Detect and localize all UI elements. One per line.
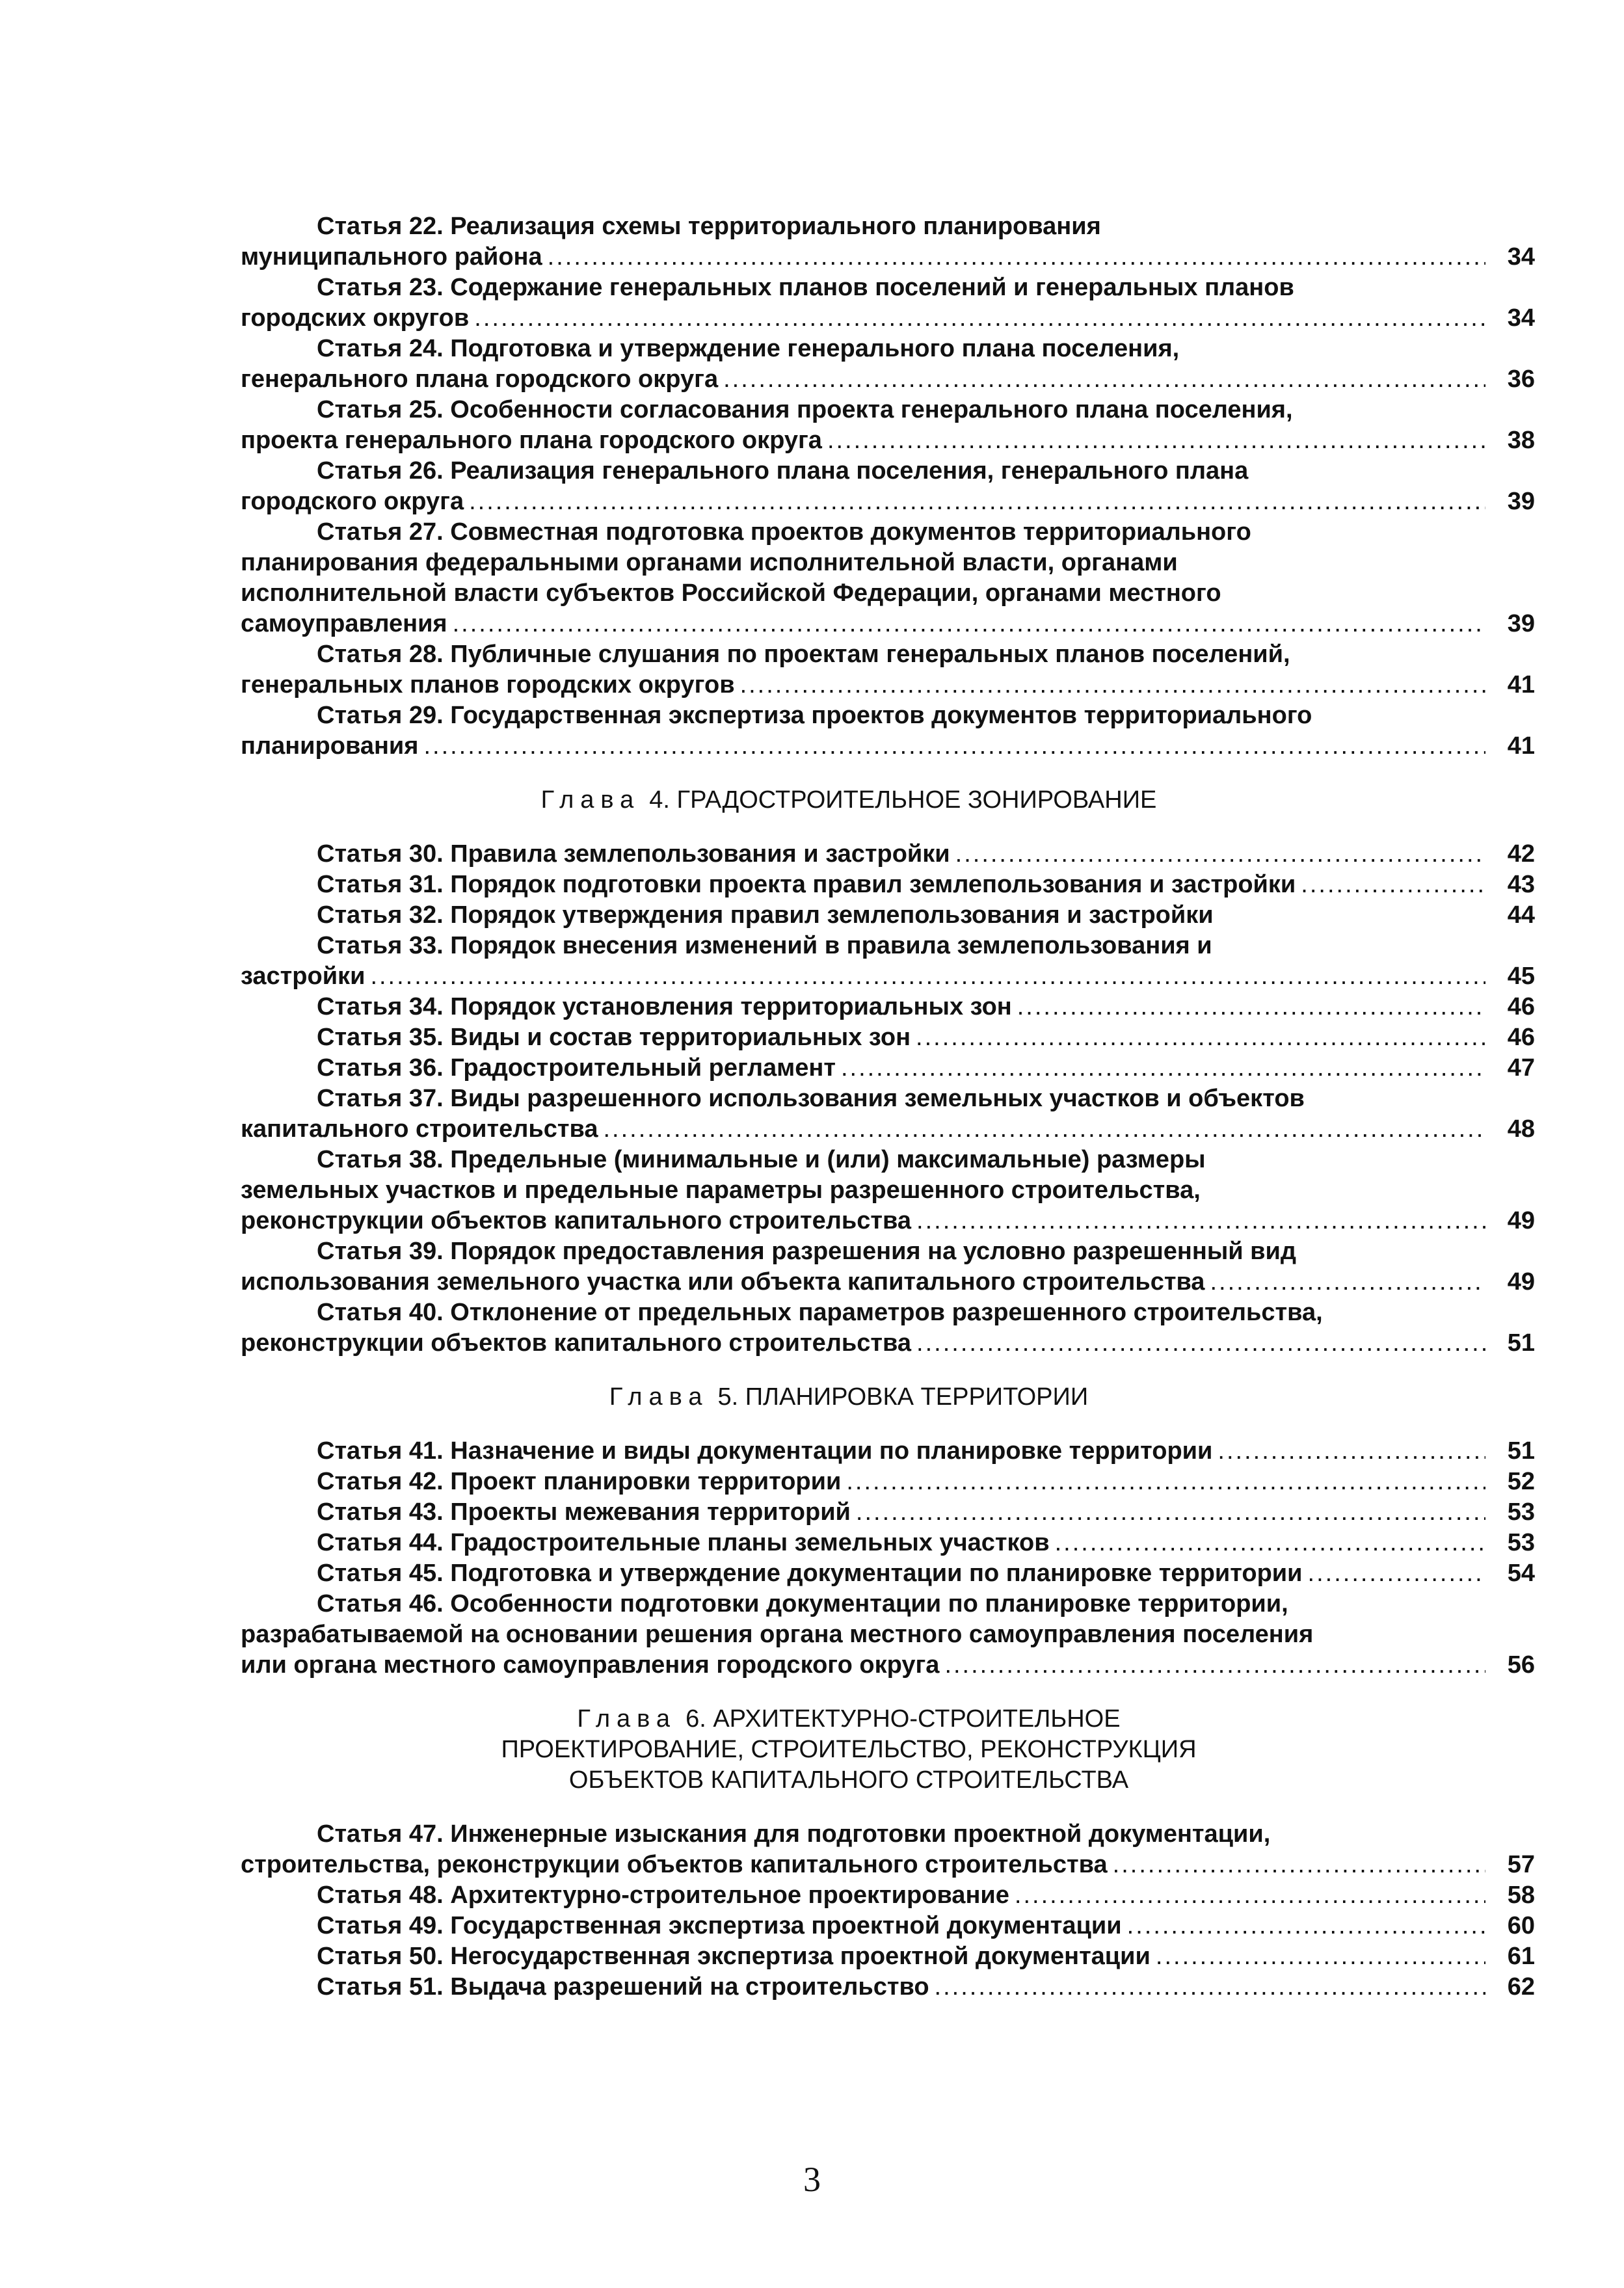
toc-entry-text: Статья 36. Градостроительный регламент xyxy=(317,1054,836,1082)
dot-leader xyxy=(1015,1880,1485,1911)
toc-page-number: 53 xyxy=(1507,1529,1535,1556)
toc-group-chapter-3 xyxy=(241,211,1535,762)
dot-leader xyxy=(603,1114,1485,1145)
dot-leader xyxy=(1055,1528,1485,1558)
toc-page-number: 42 xyxy=(1507,840,1535,868)
toc-entry xyxy=(241,931,1535,992)
dot-leader xyxy=(423,731,1485,762)
toc-line xyxy=(241,578,1535,609)
toc-page-number: 57 xyxy=(1507,1851,1535,1878)
toc-line xyxy=(241,1114,1535,1145)
toc-entry-text: Статья 42. Проект планировки территории xyxy=(317,1468,842,1495)
toc-page-number: 34 xyxy=(1507,304,1535,332)
toc-page-number: 38 xyxy=(1507,427,1535,454)
chapter-4-heading xyxy=(241,785,1535,816)
toc-entry xyxy=(241,1467,1535,1497)
toc-line xyxy=(241,517,1535,548)
toc-entry-text: исполнительной власти субъектов Российской Федерации, органами местного xyxy=(241,579,1221,607)
toc-line xyxy=(241,242,1535,273)
dot-leader xyxy=(740,670,1485,700)
toc-line xyxy=(241,961,1535,992)
toc-entry-text: Статья 47. Инженерные изыскания для подготовки проектной документации, xyxy=(317,1820,1271,1848)
dot-leader xyxy=(916,1022,1485,1053)
toc-entry-text: самоуправления xyxy=(241,610,447,637)
toc-entry xyxy=(241,700,1535,762)
toc-line xyxy=(241,1175,1535,1206)
toc-line xyxy=(241,1558,1535,1589)
chapter-label: Глава xyxy=(540,786,641,814)
toc-entry-text: городских округов xyxy=(241,304,470,332)
toc-entry xyxy=(241,1558,1535,1589)
toc-line xyxy=(241,1022,1535,1053)
toc-entry-text: капитального строительства xyxy=(241,1115,598,1143)
toc-page-number: 39 xyxy=(1507,488,1535,515)
dot-leader xyxy=(1210,1267,1485,1297)
toc-line xyxy=(241,303,1535,334)
toc-group-chapter-6 xyxy=(241,1819,1535,2002)
toc-line xyxy=(241,1206,1535,1236)
toc-entry xyxy=(241,517,1535,639)
toc-entry-text: Статья 37. Виды разрешенного использования земельных участков и объектов xyxy=(317,1085,1305,1112)
toc-line xyxy=(241,900,1535,931)
toc-line xyxy=(241,1880,1535,1911)
toc-line xyxy=(241,1941,1535,1972)
toc-entry-text: разрабатываемой на основании решения органа местного самоуправления поселения xyxy=(241,1621,1314,1648)
toc-entry-text: или органа местного самоуправления городского округа xyxy=(241,1651,940,1679)
toc-entry xyxy=(241,1589,1535,1681)
toc-page-number: 49 xyxy=(1507,1268,1535,1296)
toc-page-number: 46 xyxy=(1507,993,1535,1020)
toc-entry xyxy=(241,1436,1535,1467)
table-of-contents xyxy=(241,211,1535,2002)
toc-page-number: 47 xyxy=(1507,1054,1535,1082)
toc-group-chapter-5 xyxy=(241,1436,1535,1681)
toc-group-chapter-4 xyxy=(241,839,1535,1359)
toc-entry xyxy=(241,395,1535,456)
toc-entry-text: Статья 27. Совместная подготовка проектов документов территориального xyxy=(317,518,1251,546)
toc-line xyxy=(241,1972,1535,2002)
dot-leader xyxy=(944,1650,1485,1681)
toc-line xyxy=(241,334,1535,364)
toc-page-number: 61 xyxy=(1507,1943,1535,1970)
toc-line xyxy=(241,1850,1535,1880)
toc-line xyxy=(241,1467,1535,1497)
toc-entry xyxy=(241,1528,1535,1558)
toc-page-number: 41 xyxy=(1507,671,1535,698)
toc-entry-text: Статья 31. Порядок подготовки проекта правил землепользования и застройки xyxy=(317,871,1296,898)
toc-page-number: 36 xyxy=(1507,366,1535,393)
toc-line xyxy=(241,1297,1535,1328)
toc-line xyxy=(241,456,1535,486)
dot-leader xyxy=(827,425,1485,456)
toc-entry-text: Статья 43. Проекты межевания территорий xyxy=(317,1498,851,1526)
toc-line xyxy=(241,1328,1535,1359)
toc-line xyxy=(241,1911,1535,1941)
toc-entry-text: реконструкции объектов капитального строительства xyxy=(241,1207,912,1234)
toc-line xyxy=(241,1267,1535,1297)
toc-entry-text: Статья 39. Порядок предоставления разрешения на условно разрешенный вид xyxy=(317,1238,1297,1265)
toc-entry-text: Статья 46. Особенности подготовки документации по планировке территории, xyxy=(317,1590,1288,1617)
dot-leader xyxy=(856,1497,1485,1528)
chapter-title-line: 4. ГРАДОСТРОИТЕЛЬНОЕ ЗОНИРОВАНИЕ xyxy=(649,786,1157,814)
toc-line xyxy=(241,1436,1535,1467)
toc-entry-text: Статья 49. Государственная экспертиза проектной документации xyxy=(317,1912,1122,1939)
toc-entry-text: Статья 34. Порядок установления территориальных зон xyxy=(317,993,1012,1020)
page-number: 3 xyxy=(803,2160,821,2199)
toc-line xyxy=(241,1497,1535,1528)
toc-line xyxy=(241,211,1535,242)
dot-leader xyxy=(916,1328,1485,1359)
dot-leader xyxy=(841,1053,1485,1084)
toc-page-number: 56 xyxy=(1507,1651,1535,1679)
toc-line xyxy=(241,395,1535,425)
toc-entry xyxy=(241,1145,1535,1236)
chapter-6-heading xyxy=(241,1704,1535,1796)
toc-page-number: 49 xyxy=(1507,1207,1535,1234)
toc-page-number: 43 xyxy=(1507,871,1535,898)
toc-line xyxy=(241,700,1535,731)
toc-entry xyxy=(241,1972,1535,2002)
dot-leader xyxy=(916,1206,1485,1236)
toc-entry-text: Статья 29. Государственная экспертиза проектов документов территориального xyxy=(317,702,1312,729)
toc-entry xyxy=(241,1941,1535,1972)
toc-line xyxy=(241,1084,1535,1114)
toc-page-number: 54 xyxy=(1507,1560,1535,1587)
toc-line xyxy=(241,609,1535,639)
toc-line xyxy=(241,1145,1535,1175)
toc-entry-text: проекта генерального плана городского округа xyxy=(241,427,822,454)
toc-entry-text: Статья 23. Содержание генеральных планов поселений и генеральных планов xyxy=(317,274,1294,301)
toc-line xyxy=(241,1528,1535,1558)
toc-line xyxy=(241,992,1535,1022)
toc-page-number: 51 xyxy=(1507,1329,1535,1357)
dot-leader xyxy=(1218,1436,1485,1467)
toc-entry-text: Статья 45. Подготовка и утверждение документации по планировке территории xyxy=(317,1560,1303,1587)
toc-entry-text: муниципального района xyxy=(241,243,542,271)
dot-leader xyxy=(1301,870,1485,900)
toc-entry-text: Статья 51. Выдача разрешений на строительство xyxy=(317,1973,929,2001)
toc-entry-text: Статья 41. Назначение и виды документации по планировке территории xyxy=(317,1437,1213,1465)
toc-line xyxy=(241,639,1535,670)
dot-leader xyxy=(1127,1911,1485,1941)
toc-line xyxy=(241,1619,1535,1650)
toc-entry-text: Статья 30. Правила землепользования и застройки xyxy=(317,840,950,868)
toc-line xyxy=(241,870,1535,900)
dot-leader xyxy=(935,1972,1485,2002)
toc-entry-text: генеральных планов городских округов xyxy=(241,671,735,698)
toc-entry xyxy=(241,1236,1535,1297)
chapter-title-line: ПРОЕКТИРОВАНИЕ, СТРОИТЕЛЬСТВО, РЕКОНСТРУКЦИЯ xyxy=(501,1736,1197,1763)
toc-line xyxy=(241,1589,1535,1619)
dot-leader xyxy=(370,961,1485,992)
toc-page-number: 60 xyxy=(1507,1912,1535,1939)
toc-line xyxy=(241,273,1535,303)
toc-line xyxy=(241,486,1535,517)
toc-page-number: 34 xyxy=(1507,243,1535,271)
chapter-title-line: ОБЪЕКТОВ КАПИТАЛЬНОГО СТРОИТЕЛЬСТВА xyxy=(568,1766,1129,1794)
toc-entry-text: земельных участков и предельные параметры разрешенного строительства, xyxy=(241,1177,1201,1204)
toc-line xyxy=(241,839,1535,870)
toc-page-number: 62 xyxy=(1507,1973,1535,2001)
toc-entry-text: генерального плана городского округа xyxy=(241,366,719,393)
toc-entry-text: Статья 33. Порядок внесения изменений в правила землепользования и xyxy=(317,932,1212,959)
toc-entry xyxy=(241,870,1535,900)
toc-entry-text: городского округа xyxy=(241,488,464,515)
toc-entry-text: планирования xyxy=(241,732,419,760)
dot-leader xyxy=(846,1467,1485,1497)
toc-entry-text: Статья 38. Предельные (минимальные и (или) максимальные) размеры xyxy=(317,1146,1206,1173)
toc-page-number: 39 xyxy=(1507,610,1535,637)
toc-entry xyxy=(241,639,1535,700)
toc-entry xyxy=(241,1022,1535,1053)
dot-leader xyxy=(469,486,1485,517)
toc-page-number: 45 xyxy=(1507,963,1535,990)
toc-page-number: 44 xyxy=(1507,901,1535,929)
dot-leader xyxy=(723,364,1485,395)
toc-line xyxy=(241,670,1535,700)
toc-entry xyxy=(241,992,1535,1022)
dot-leader xyxy=(453,609,1485,639)
toc-entry xyxy=(241,1880,1535,1911)
toc-entry xyxy=(241,1297,1535,1359)
toc-line xyxy=(241,1819,1535,1850)
toc-entry xyxy=(241,456,1535,517)
toc-line xyxy=(241,364,1535,395)
toc-line xyxy=(241,548,1535,578)
toc-page-number: 53 xyxy=(1507,1498,1535,1526)
toc-entry-text: Статья 24. Подготовка и утверждение генерального плана поселения, xyxy=(317,335,1180,362)
dot-leader xyxy=(548,242,1485,273)
toc-line xyxy=(241,731,1535,762)
toc-entry xyxy=(241,273,1535,334)
toc-entry-text: реконструкции объектов капитального строительства xyxy=(241,1329,912,1357)
toc-page-number: 52 xyxy=(1507,1468,1535,1495)
toc-entry xyxy=(241,839,1535,870)
toc-entry-text: планирования федеральными органами исполнительной власти, органами xyxy=(241,549,1178,576)
toc-page-number: 46 xyxy=(1507,1024,1535,1051)
toc-entry-text: строительства, реконструкции объектов капитального строительства xyxy=(241,1851,1108,1878)
toc-line xyxy=(241,931,1535,961)
toc-entry-text: Статья 28. Публичные слушания по проектам генеральных планов поселений, xyxy=(317,641,1290,668)
dot-leader xyxy=(1308,1558,1485,1589)
toc-entry-text: Статья 32. Порядок утверждения правил землепользования и застройки xyxy=(317,901,1214,929)
toc-page-number: 58 xyxy=(1507,1882,1535,1909)
toc-entry xyxy=(241,900,1535,931)
chapter-title-line: 6. АРХИТЕКТУРНО-СТРОИТЕЛЬНОЕ xyxy=(686,1705,1121,1733)
toc-line xyxy=(241,1053,1535,1084)
toc-entry-text: застройки xyxy=(241,963,366,990)
toc-line xyxy=(241,1236,1535,1267)
toc-page-number: 51 xyxy=(1507,1437,1535,1465)
toc-entry-text: Статья 26. Реализация генерального плана поселения, генерального плана xyxy=(317,457,1249,485)
dot-leader xyxy=(474,303,1485,334)
toc-entry xyxy=(241,334,1535,395)
chapter-5-heading xyxy=(241,1382,1535,1413)
toc-entry-text: Статья 50. Негосударственная экспертиза проектной документации xyxy=(317,1943,1151,1970)
toc-entry-text: использования земельного участка или объекта капитального строительства xyxy=(241,1268,1205,1296)
toc-line xyxy=(241,1650,1535,1681)
dot-leader xyxy=(1017,992,1485,1022)
toc-entry-text: Статья 40. Отклонение от предельных параметров разрешенного строительства, xyxy=(317,1299,1323,1326)
toc-entry-text: Статья 48. Архитектурно-строительное проектирование xyxy=(317,1882,1009,1909)
toc-page-number: 41 xyxy=(1507,732,1535,760)
chapter-label: Глава xyxy=(609,1383,709,1411)
toc-entry-text: Статья 22. Реализация схемы территориального планирования xyxy=(317,213,1101,240)
toc-page-number: 48 xyxy=(1507,1115,1535,1143)
toc-entry-text: Статья 44. Градостроительные планы земельных участков xyxy=(317,1529,1050,1556)
toc-entry xyxy=(241,1497,1535,1528)
toc-entry xyxy=(241,1053,1535,1084)
toc-entry xyxy=(241,1084,1535,1145)
toc-entry xyxy=(241,211,1535,273)
toc-entry-text: Статья 35. Виды и состав территориальных зон xyxy=(317,1024,911,1051)
dot-leader xyxy=(955,839,1485,870)
dot-leader xyxy=(1113,1850,1485,1880)
toc-entry xyxy=(241,1819,1535,1880)
chapter-label: Глава xyxy=(577,1705,677,1733)
toc-entry xyxy=(241,1911,1535,1941)
toc-entry-text: Статья 25. Особенности согласования проекта генерального плана поселения, xyxy=(317,396,1293,423)
dot-leader xyxy=(1156,1941,1485,1972)
toc-line xyxy=(241,425,1535,456)
chapter-title-line: 5. ПЛАНИРОВКА ТЕРРИТОРИИ xyxy=(717,1383,1089,1411)
